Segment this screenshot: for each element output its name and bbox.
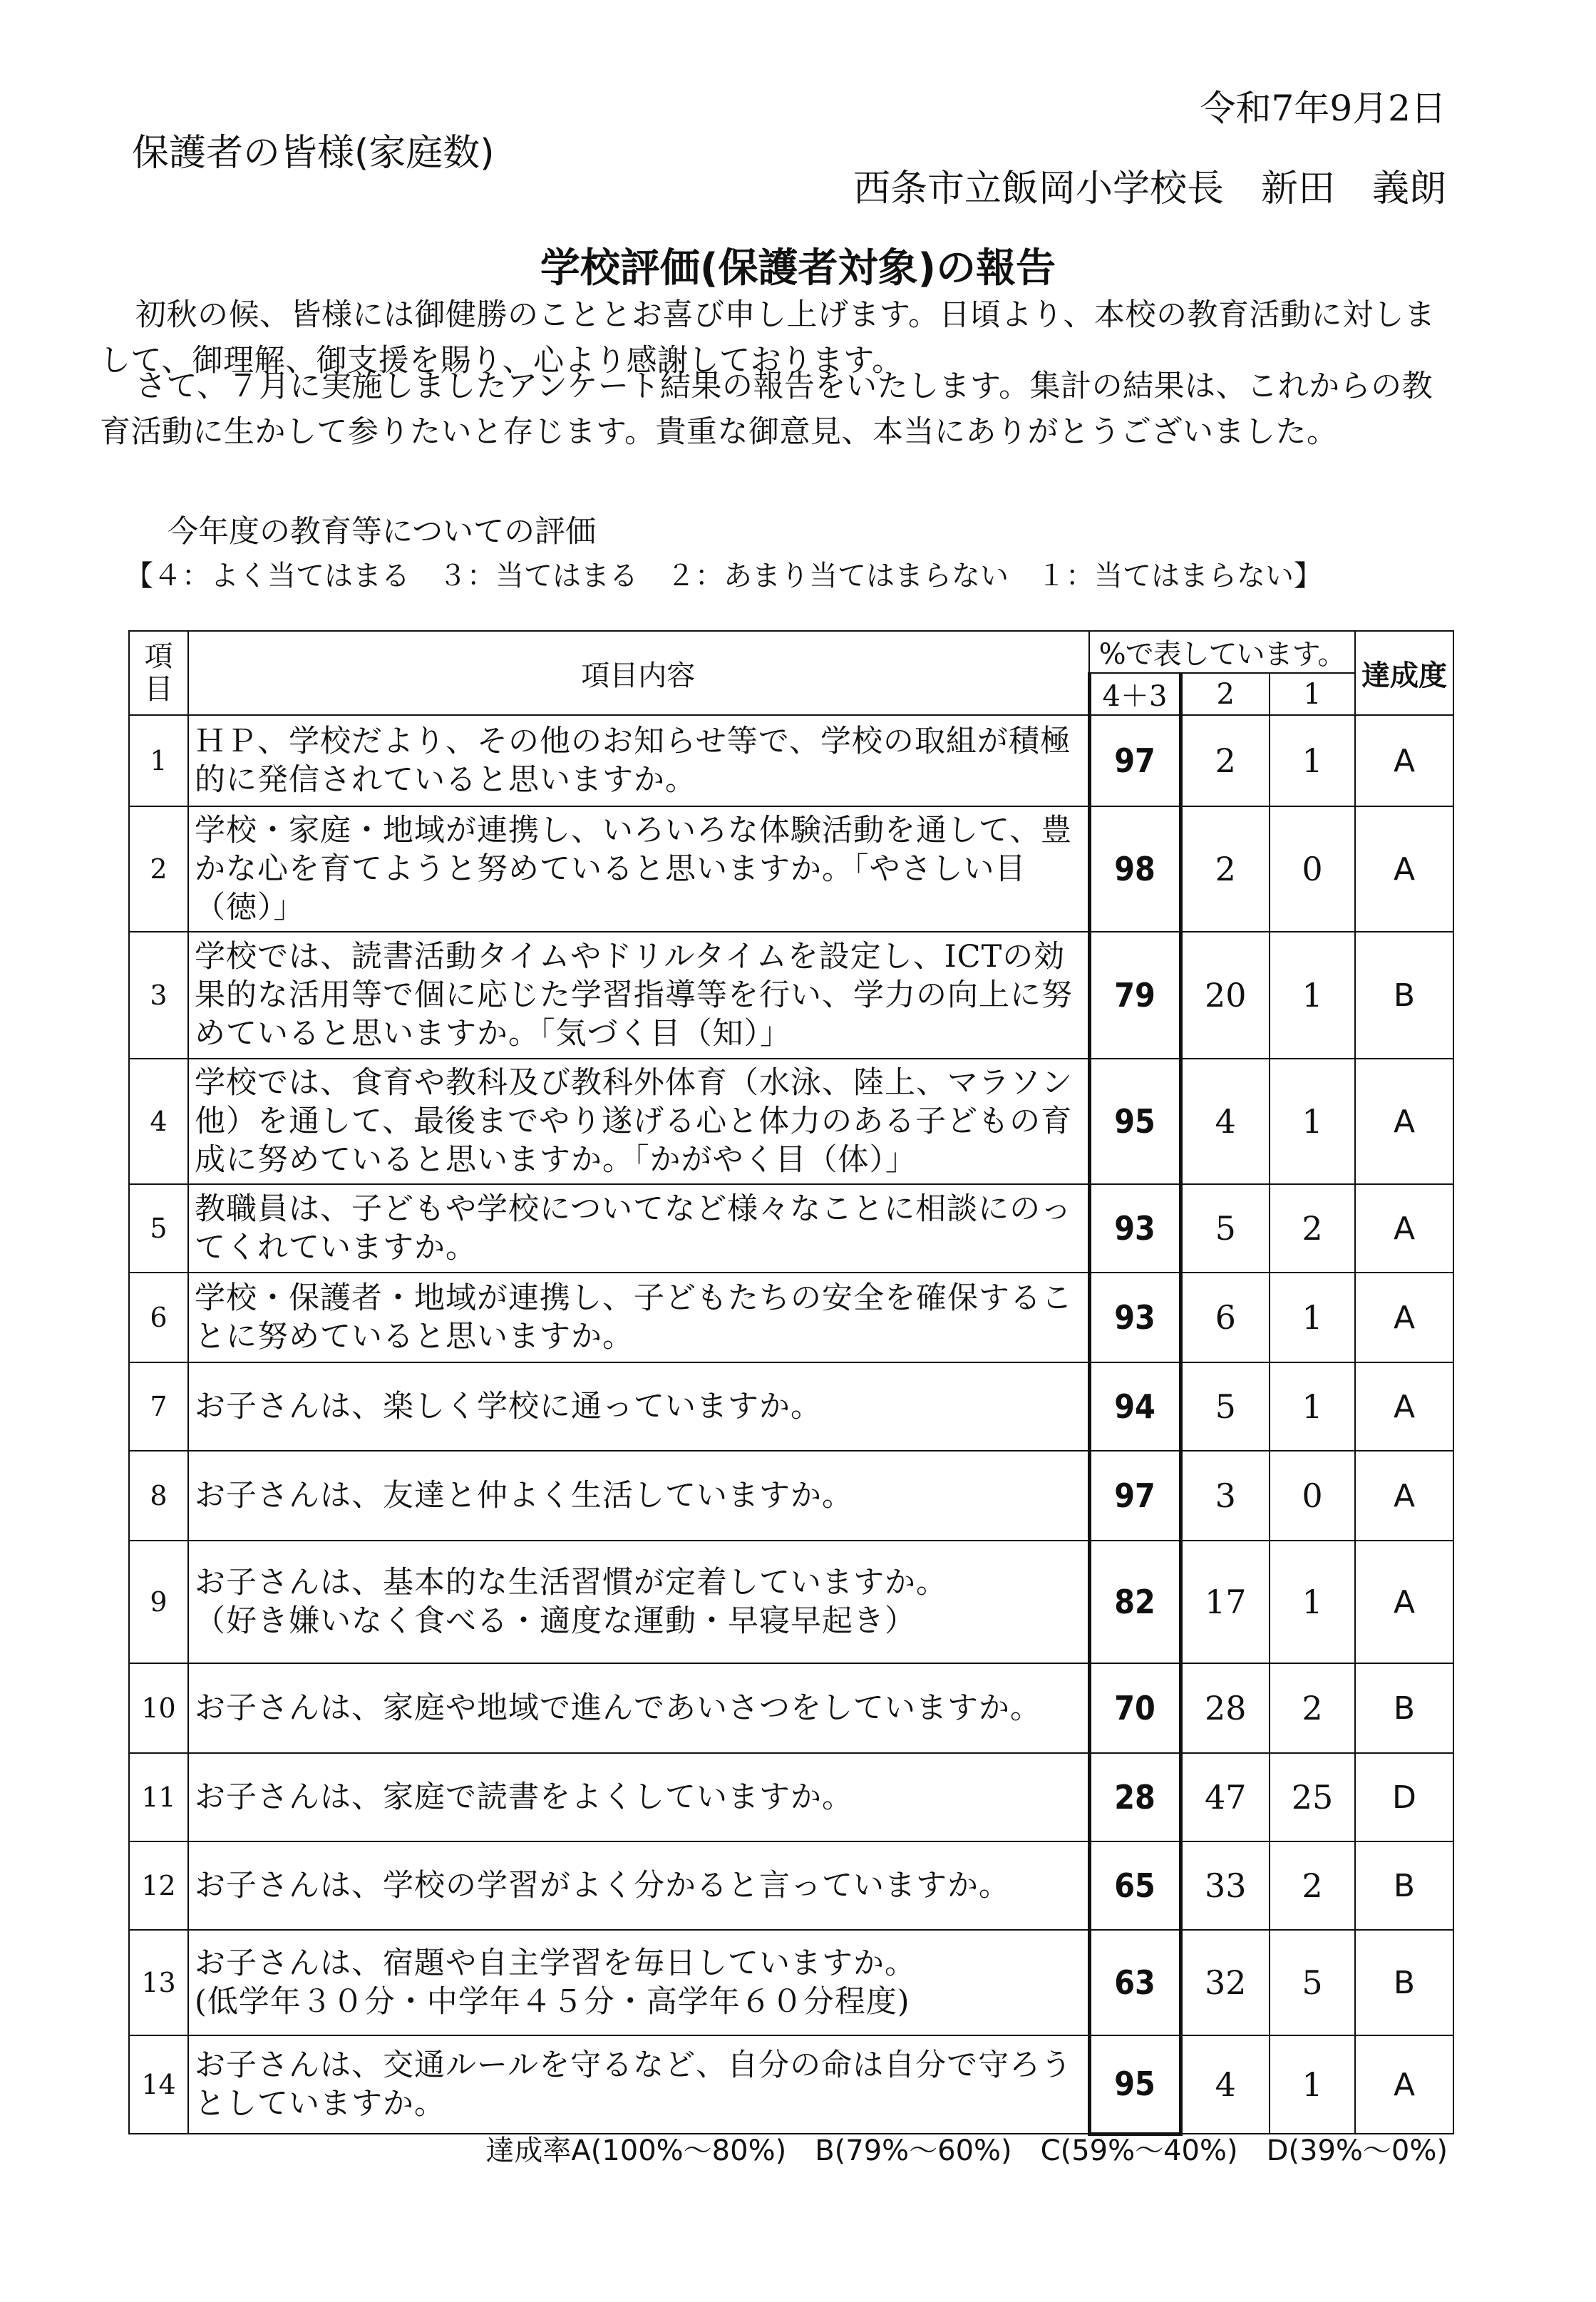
item-content: 学校・家庭・地域が連携し、いろいろな体験活動を通して、豊かな心を育てようと努めていると思いますか。「やさしい目（徳）」	[188, 806, 1089, 932]
survey-subtitle: 今年度の教育等についての評価	[168, 514, 597, 550]
value-4-plus-3: 70	[1089, 1663, 1180, 1753]
table-row	[129, 1753, 1453, 1841]
achievement-grade: D	[1355, 1753, 1453, 1841]
value-1: 1	[1270, 2035, 1355, 2134]
item-number: 9	[129, 1541, 188, 1663]
value-1: 1	[1270, 1362, 1355, 1451]
item-number: 11	[129, 1753, 188, 1841]
value-1: 25	[1270, 1753, 1355, 1841]
item-number: 2	[129, 806, 188, 932]
intro-paragraph-2: さて、７月に実施しましたアンケート結果の報告をいたします。集計の結果は、これからの教育活動に生かして参りたいと存じます。貴重な御意見、本当にありがとうございました。	[100, 369, 1433, 450]
achievement-grade: A	[1355, 1451, 1453, 1541]
table-row	[129, 1541, 1453, 1663]
value-4-plus-3: 95	[1089, 1059, 1180, 1184]
value-2: 17	[1180, 1541, 1270, 1663]
table-row	[129, 2035, 1453, 2134]
table-row	[129, 1184, 1453, 1273]
value-4-plus-3: 63	[1089, 1930, 1180, 2035]
value-2: 28	[1180, 1663, 1270, 1753]
document-title: 学校評価(保護者対象)の報告	[540, 245, 1056, 292]
scale-legend: 【４：よく当てはまる ３：当てはまる ２：あまり当てはまらない １：当てはまらない】	[125, 560, 1322, 592]
table-row	[129, 1930, 1453, 2035]
item-number: 12	[129, 1841, 188, 1930]
item-content: お子さんは、友達と仲よく生活していますか。	[188, 1451, 1089, 1541]
achievement-grade: B	[1355, 932, 1453, 1059]
item-number: 8	[129, 1451, 188, 1541]
achievement-grade: B	[1355, 1841, 1453, 1930]
value-4-plus-3: 98	[1089, 806, 1180, 932]
item-content: 教職員は、子どもや学校についてなど様々なことに相談にのってくれていますか。	[188, 1184, 1089, 1273]
value-4-plus-3: 79	[1089, 932, 1180, 1059]
value-4-plus-3: 95	[1089, 2035, 1180, 2134]
item-content: お子さんは、学校の学習がよく分かると言っていますか。	[188, 1841, 1089, 1930]
achievement-grade: A	[1355, 806, 1453, 932]
value-4-plus-3: 94	[1089, 1362, 1180, 1451]
item-number: 3	[129, 932, 188, 1059]
value-1: 1	[1270, 1059, 1355, 1184]
item-content: 学校では、読書活動タイムやドリルタイムを設定し、ICTの効果的な活用等で個に応じた学習指導等を行い、学力の向上に努めていると思いますか。「気づく目（知）」	[188, 932, 1089, 1059]
item-number: 1	[129, 715, 188, 806]
item-number: 14	[129, 2035, 188, 2134]
value-2: 5	[1180, 1362, 1270, 1451]
achievement-grade: A	[1355, 1362, 1453, 1451]
achievement-grade: A	[1355, 1273, 1453, 1362]
achievement-grade: A	[1355, 715, 1453, 806]
value-2: 2	[1180, 715, 1270, 806]
item-content: お子さんは、家庭で読書をよくしていますか。	[188, 1753, 1089, 1841]
value-4-plus-3: 97	[1089, 715, 1180, 806]
item-content: お子さんは、基本的な生活習慣が定着していますか。 （好き嫌いなく食べる・適度な運動・早寝早起き）	[188, 1541, 1089, 1663]
value-1: 2	[1270, 1663, 1355, 1753]
achievement-grade: B	[1355, 1930, 1453, 2035]
value-1: 1	[1270, 1273, 1355, 1362]
item-number: 4	[129, 1059, 188, 1184]
table-row	[129, 1273, 1453, 1362]
value-1: 1	[1270, 1541, 1355, 1663]
item-number: 7	[129, 1362, 188, 1451]
header-item-no-label: 項 目	[144, 640, 173, 706]
header-achievement: 達成度	[1355, 631, 1453, 715]
value-1: 1	[1270, 715, 1355, 806]
value-4-plus-3: 93	[1089, 1273, 1180, 1362]
header-content: 項目内容	[188, 631, 1089, 715]
item-number: 10	[129, 1663, 188, 1753]
table-row	[129, 1451, 1453, 1541]
achievement-grade: A	[1355, 1541, 1453, 1663]
value-2: 6	[1180, 1273, 1270, 1362]
value-1: 2	[1270, 1184, 1355, 1273]
value-4-plus-3: 97	[1089, 1451, 1180, 1541]
item-number: 5	[129, 1184, 188, 1273]
sender-line: 西条市立飯岡小学校長 新田 義朗	[853, 168, 1446, 210]
table-row	[129, 1362, 1453, 1451]
value-2: 4	[1180, 1059, 1270, 1184]
achievement-grade: A	[1355, 1059, 1453, 1184]
item-content: お子さんは、交通ルールを守るなど、自分の命は自分で守ろうとしていますか。	[188, 2035, 1089, 2134]
header-col-2: 2	[1180, 673, 1270, 715]
intro-paragraph-1: 初秋の候、皆様には御健勝のこととお喜び申し上げます。日頃より、本校の教育活動に対しまして、御理解、御支援を賜り、心より感謝しております。	[100, 297, 1436, 379]
header-col-1: 1	[1270, 673, 1355, 715]
table-row	[129, 1663, 1453, 1753]
header-item-no	[129, 631, 188, 715]
item-content: お子さんは、宿題や自主学習を毎日していますか。 (低学年３０分・中学年４５分・高学年６０分程度)	[188, 1930, 1089, 2035]
value-1: 1	[1270, 932, 1355, 1059]
value-2: 3	[1180, 1451, 1270, 1541]
header-percent-caption: %で表しています。	[1089, 631, 1355, 673]
value-2: 4	[1180, 2035, 1270, 2134]
value-1: 0	[1270, 806, 1355, 932]
achievement-legend: 達成率A(100%～80%) B(79%～60%) C(59%～40%) D(39%～0%)	[485, 2134, 1448, 2167]
table-row	[129, 932, 1453, 1059]
value-4-plus-3: 82	[1089, 1541, 1180, 1663]
value-2: 20	[1180, 932, 1270, 1059]
item-content: お子さんは、家庭や地域で進んであいさつをしていますか。	[188, 1663, 1089, 1753]
value-2: 47	[1180, 1753, 1270, 1841]
value-4-plus-3: 65	[1089, 1841, 1180, 1930]
table-row	[129, 806, 1453, 932]
item-content: 学校・保護者・地域が連携し、子どもたちの安全を確保することに努めていると思いますか。	[188, 1273, 1089, 1362]
achievement-grade: A	[1355, 2035, 1453, 2134]
value-2: 32	[1180, 1930, 1270, 2035]
achievement-grade: A	[1355, 1184, 1453, 1273]
value-1: 5	[1270, 1930, 1355, 2035]
value-2: 5	[1180, 1184, 1270, 1273]
value-1: 2	[1270, 1841, 1355, 1930]
item-number: 13	[129, 1930, 188, 2035]
document-date: 令和7年9月2日	[1200, 88, 1446, 129]
value-1: 0	[1270, 1451, 1355, 1541]
item-content: 学校では、食育や教科及び教科外体育（水泳、陸上、マラソン他）を通して、最後までやり遂げる心と体力のある子どもの育成に努めていると思いますか。「かがやく目（体）」	[188, 1059, 1089, 1184]
item-number: 6	[129, 1273, 188, 1362]
value-2: 2	[1180, 806, 1270, 932]
achievement-grade: B	[1355, 1663, 1453, 1753]
table-row	[129, 1059, 1453, 1184]
value-2: 33	[1180, 1841, 1270, 1930]
evaluation-table	[128, 630, 1454, 2136]
recipient-line: 保護者の皆様(家庭数)	[132, 132, 495, 175]
value-4-plus-3: 28	[1089, 1753, 1180, 1841]
table-row	[129, 1841, 1453, 1930]
value-4-plus-3: 93	[1089, 1184, 1180, 1273]
table-row	[129, 715, 1453, 806]
item-content: お子さんは、楽しく学校に通っていますか。	[188, 1362, 1089, 1451]
item-content: ＨＰ、学校だより、その他のお知らせ等で、学校の取組が積極的に発信されていると思いますか。	[188, 715, 1089, 806]
header-col-43: 4＋3	[1089, 673, 1180, 715]
